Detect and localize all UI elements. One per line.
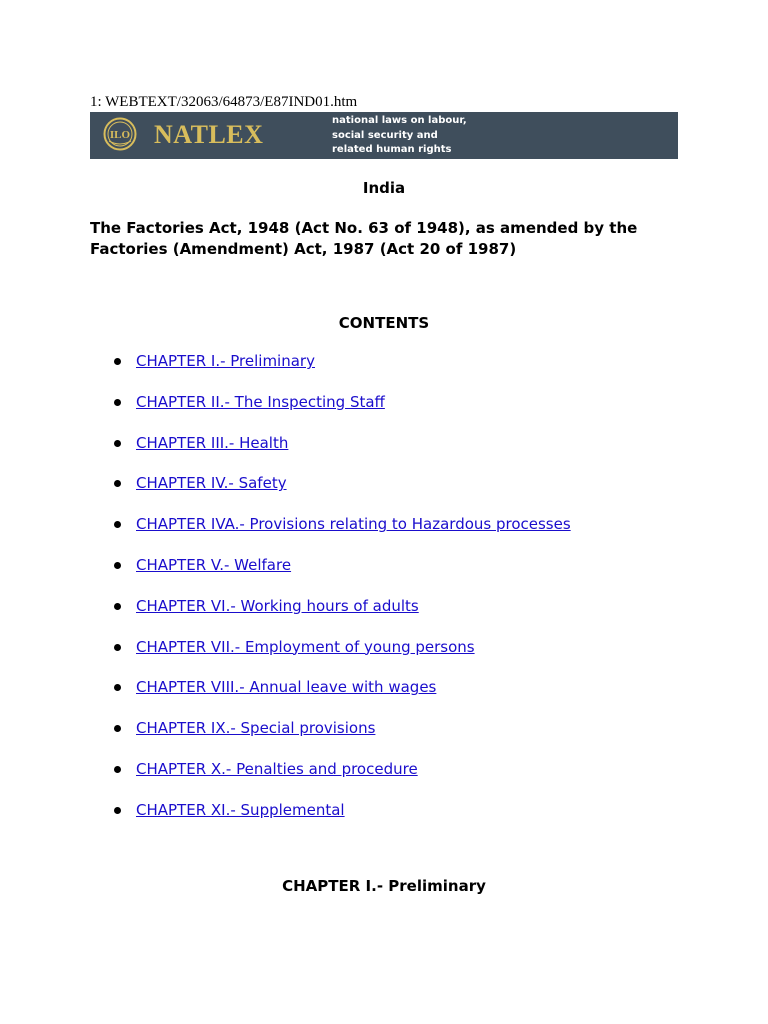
bullet-icon	[114, 480, 121, 487]
toc-item	[0, 799, 768, 840]
toc-link-chapter-8[interactable]: CHAPTER VIII.- Annual leave with wages	[136, 678, 437, 697]
natlex-banner	[90, 112, 678, 159]
bullet-icon	[114, 562, 121, 569]
toc-item	[0, 472, 768, 513]
tagline-line: national laws on labour,	[332, 115, 467, 126]
toc-link-chapter-1[interactable]: CHAPTER I.- Preliminary	[136, 352, 315, 370]
tagline-line: social security and	[332, 129, 438, 141]
natlex-logo: NATLEX	[154, 120, 264, 149]
toc-item	[0, 717, 768, 758]
bullet-icon	[114, 399, 121, 406]
bullet-icon	[114, 725, 121, 732]
bullet-icon	[114, 521, 121, 528]
toc-item	[0, 513, 768, 554]
toc-link-chapter-2[interactable]: CHAPTER II.- The Inspecting Staff	[136, 392, 385, 411]
toc-item	[0, 758, 768, 799]
contents-heading: CONTENTS	[338, 314, 430, 332]
toc-link-chapter-3[interactable]: CHAPTER III.- Health	[136, 433, 289, 452]
toc-item	[0, 676, 768, 717]
toc-link-chapter-4a[interactable]: CHAPTER IVA.- Provisions relating to Hazardous processes	[136, 515, 571, 534]
toc-link-chapter-4[interactable]: CHAPTER IV.- Safety	[136, 474, 287, 493]
toc-link-chapter-5[interactable]: CHAPTER V.- Welfare	[136, 555, 292, 574]
toc-link-chapter-6[interactable]: CHAPTER VI.- Working hours of adults	[136, 596, 419, 615]
country-heading: India	[362, 179, 406, 197]
bullet-icon	[114, 440, 121, 447]
banner-tagline	[332, 114, 532, 158]
document-url: 1: WEBTEXT/32063/64873/E87IND01.htm	[90, 94, 358, 110]
table-of-contents	[0, 350, 768, 840]
toc-item	[0, 554, 768, 595]
toc-item	[0, 391, 768, 432]
toc-link-chapter-9[interactable]: CHAPTER IX.- Special provisions	[136, 719, 376, 738]
toc-item	[0, 595, 768, 636]
toc-item	[0, 636, 768, 677]
toc-item	[0, 432, 768, 473]
act-title: The Factories Act, 1948 (Act No. 63 of 1948), as amended by the Factories (Amendment) Act, 1987 (Act 20 of 1987)	[90, 219, 638, 258]
bullet-icon	[114, 684, 121, 691]
toc-link-chapter-10[interactable]: CHAPTER X.- Penalties and procedure	[136, 759, 418, 778]
bullet-icon	[114, 807, 121, 814]
bullet-icon	[114, 644, 121, 651]
tagline-line: related human rights	[332, 144, 452, 155]
svg-text:ILO: ILO	[109, 129, 131, 141]
toc-item	[0, 350, 768, 391]
bullet-icon	[114, 358, 121, 365]
bullet-icon	[114, 766, 121, 773]
bullet-icon	[114, 603, 121, 610]
toc-link-chapter-11[interactable]: CHAPTER XI.- Supplemental	[136, 800, 345, 819]
chapter-heading: CHAPTER I.- Preliminary	[282, 877, 486, 895]
toc-link-chapter-7[interactable]: CHAPTER VII.- Employment of young persons	[136, 637, 475, 656]
ilo-seal-icon	[103, 117, 137, 151]
